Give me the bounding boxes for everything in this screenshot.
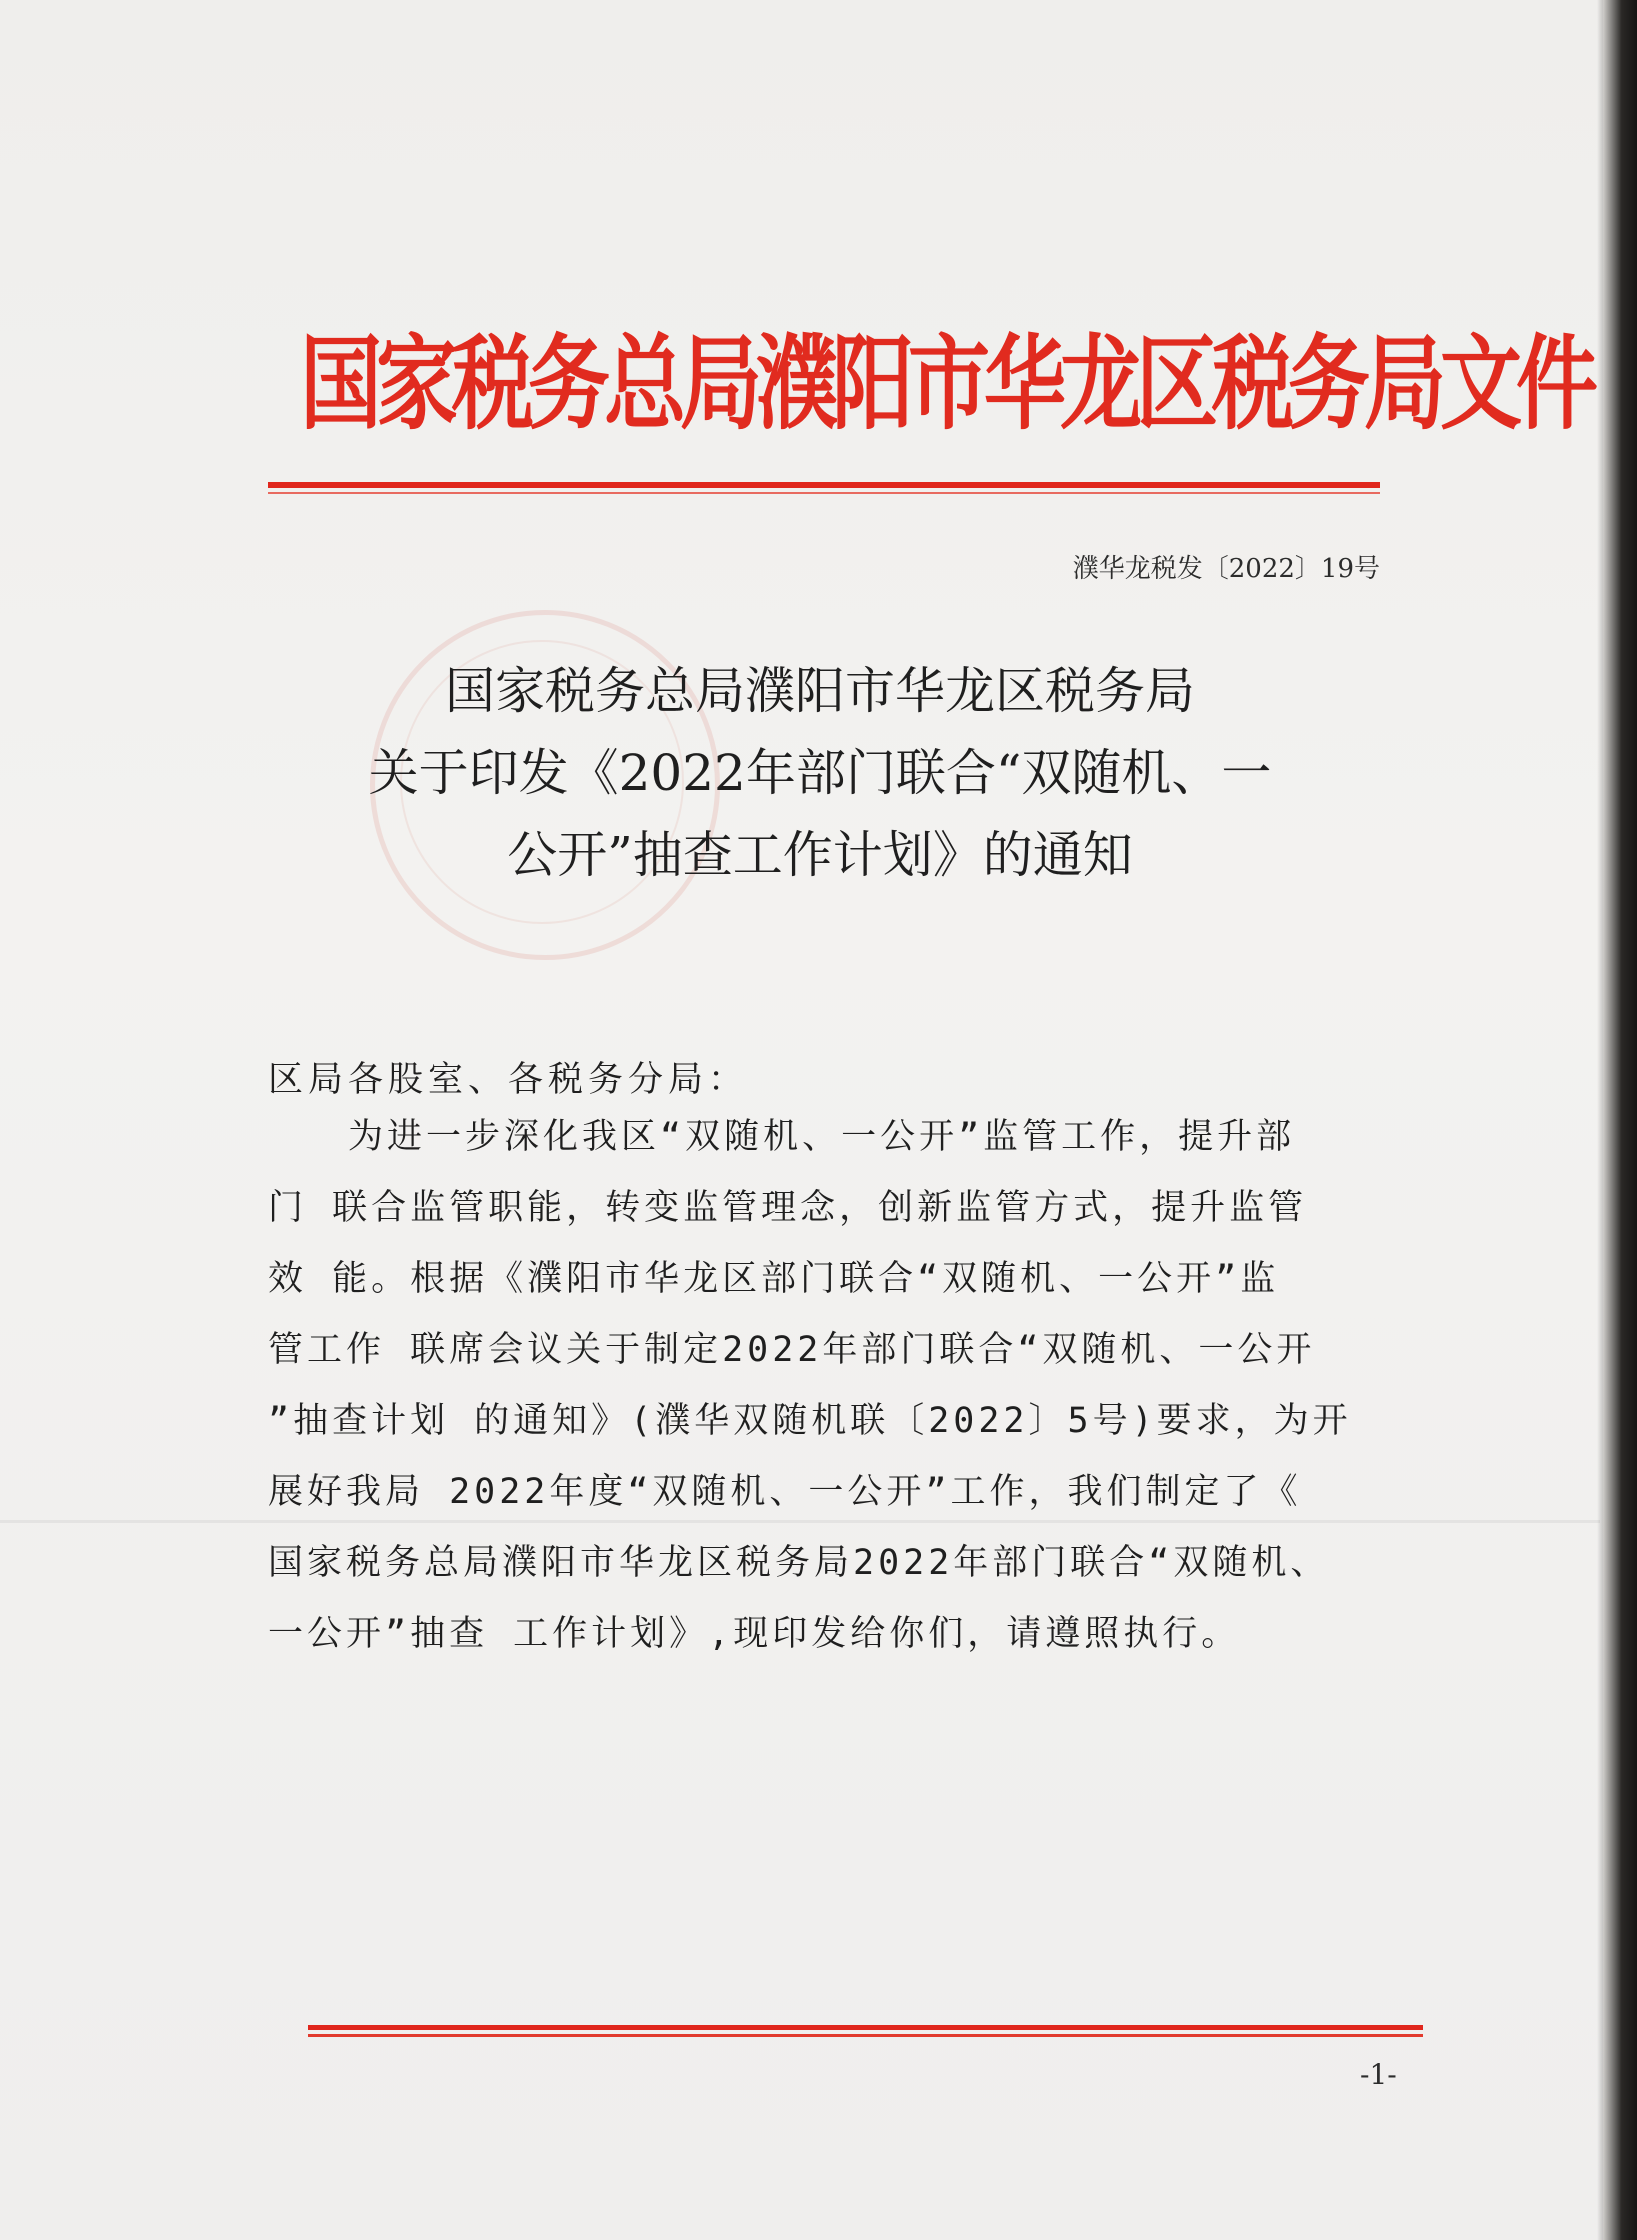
masthead-red-rule [268,482,1380,488]
footer-red-rule [308,2025,1423,2030]
body-line: 一公开”抽查 工作计划》,现印发给你们，请遵照执行。 [268,1614,1241,1654]
salutation: 区局各股室、各税务分局： [268,1060,749,1100]
body-line: 门 联合监管职能，转变监管理念，创新监管方式，提升监管 [268,1188,1308,1228]
masthead-red-rule-thin [268,492,1380,494]
page-number: -1- [1360,2058,1397,2091]
scan-dark-edge [1603,0,1637,2240]
title-line: 公开”抽查工作计划》的通知 [507,826,1133,884]
body-line: ”抽查计划 的通知》(濮华双随机联〔2022〕5号)要求，为开 [268,1401,1352,1441]
title-line: 关于印发《2022年部门联合“双随机、一 [368,744,1272,802]
body-line: 展好我局 2022年度“双随机、一公开”工作，我们制定了《 [268,1472,1302,1512]
document-masthead: 国家税务总局濮阳市华龙区税务局文件 [300,325,1593,444]
body-line: 为进一步深化我区“双随机、一公开”监管工作，提升部 [348,1117,1296,1157]
document-title [240,650,1400,896]
document-number: 濮华龙税发〔2022〕19号 [1072,554,1380,584]
body-paragraph [268,1102,1408,1670]
footer-red-rule-thin [308,2034,1423,2037]
body-line: 管工作 联席会议关于制定2022年部门联合“双随机、一公开 [268,1330,1316,1370]
body-line: 效 能。根据《濮阳市华龙区部门联合“双随机、一公开”监 [268,1259,1280,1299]
title-line: 国家税务总局濮阳市华龙区税务局 [445,662,1195,720]
body-line: 国家税务总局濮阳市华龙区税务局2022年部门联合“双随机、 [268,1543,1330,1583]
